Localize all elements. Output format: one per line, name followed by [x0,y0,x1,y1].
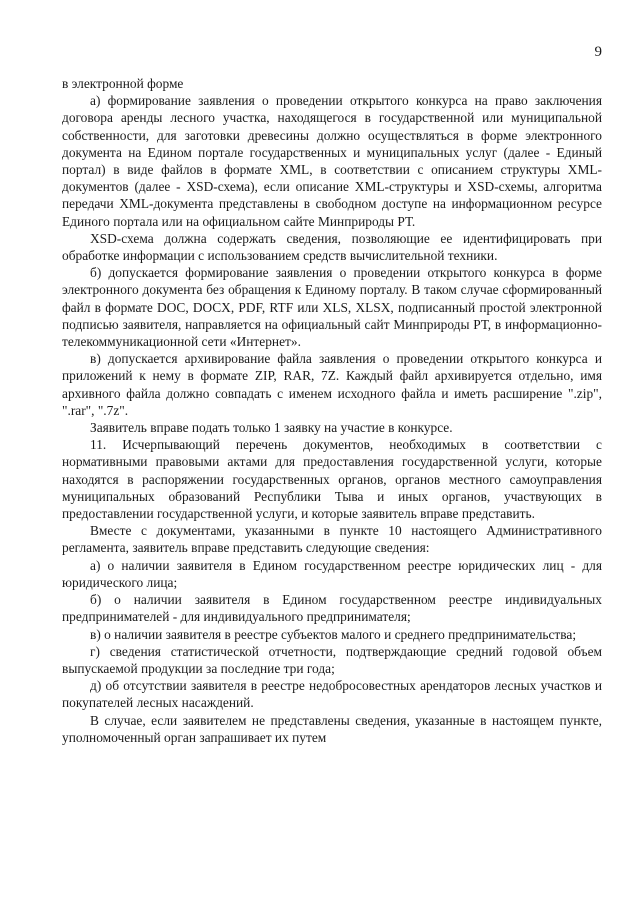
paragraph-item-d-unfair-tenants: д) об отсутствии заявителя в реестре недобросовестных арендаторов лесных участков и покупателей лесных насаждений. [62,678,602,711]
paragraph-item-a-xml: а) формирование заявления о проведении открытого конкурса на право заключения договора аренды лесного участка, находящегося в государственной или муниципальной собственности, для заготовки древесины должно осуществляться в форме электронного документа на Едином портале государственных и муниципальных услуг (далее - Единый портал) в виде файлов в формате XML, в соответствии с описанием структуры XML-документов (далее - XSD-схема), если описание XML-структуры и XSD-схемы, алгоритма передачи XML-документа представлены в свободном доступе на информационном ресурсе Единого портала или на официальном сайте Минприроды РТ. [62,93,602,229]
paragraph-item-v-small-business: в) о наличии заявителя в реестре субъектов малого и среднего предпринимательства; [90,626,577,642]
paragraph-continuation: в электронной форме [62,76,184,91]
paragraph-section-11: 11. Исчерпывающий перечень документов, необходимых в соответствии с нормативными правовыми актами для предоставления государственной услуги, которые находятся в распоряжении государственных органов, органов местного самоуправления муниципальных образований Республики Тыва и иных органов, участвующих в предоставлении государственной услуги, и которые заявитель вправе представить. [62,437,602,522]
paragraph-if-not-provided: В случае, если заявителем не представлены сведения, указанные в настоящем пункте, уполномоченный орган запрашивает их путем [62,712,602,745]
paragraph-item-b-entrepreneurs: б) о наличии заявителя в Едином государственном реестре индивидуальных предпринимателей - для индивидуального предпринимателя; [62,592,602,625]
page-number: 9 [594,44,602,60]
paragraph-xsd-schema: XSD-схема должна содержать сведения, позволяющие ее идентифицировать при обработке информации с использованием средств вычислительной техники. [62,230,602,264]
paragraph-item-b-formats: б) допускается формирование заявления о проведении открытого конкурса в форме электронного документа без обращения к Единому порталу. В таком случае сформированный файл в формате DOC, DOCX, PDF, RTF или XLS, XLSX, подписанный простой электронной подписью заявителя, направляется на официальный сайт Минприроды РТ, в информационно-телекоммуникационной сети «Интернет». [62,265,602,350]
paragraph-item-a-legal-entities: а) о наличии заявителя в Едином государственном реестре юридических лиц - для юридического лица; [62,557,602,590]
paragraph-one-application: Заявитель вправе подать только 1 заявку на участие в конкурсе. [90,420,453,436]
paragraph-together-with-documents: Вместе с документами, указанными в пункте 10 настоящего Административного регламента, заявитель вправе представить следующие сведения: [62,523,602,556]
paragraph-item-v-archive: в) допускается архивирование файла заявления о проведении открытого конкурса и приложений к нему в формате ZIP, RAR, 7Z. Каждый файл архивируется отдельно, имя архивного файла должно совпадать с именем исходного файла и иметь расширение ".zip", ".rar", ".7z". [62,351,602,418]
paragraph-item-g-statistics: г) сведения статистической отчетности, подтверждающие средний годовой объем выпускаемой продукции за последние три года; [62,643,602,676]
